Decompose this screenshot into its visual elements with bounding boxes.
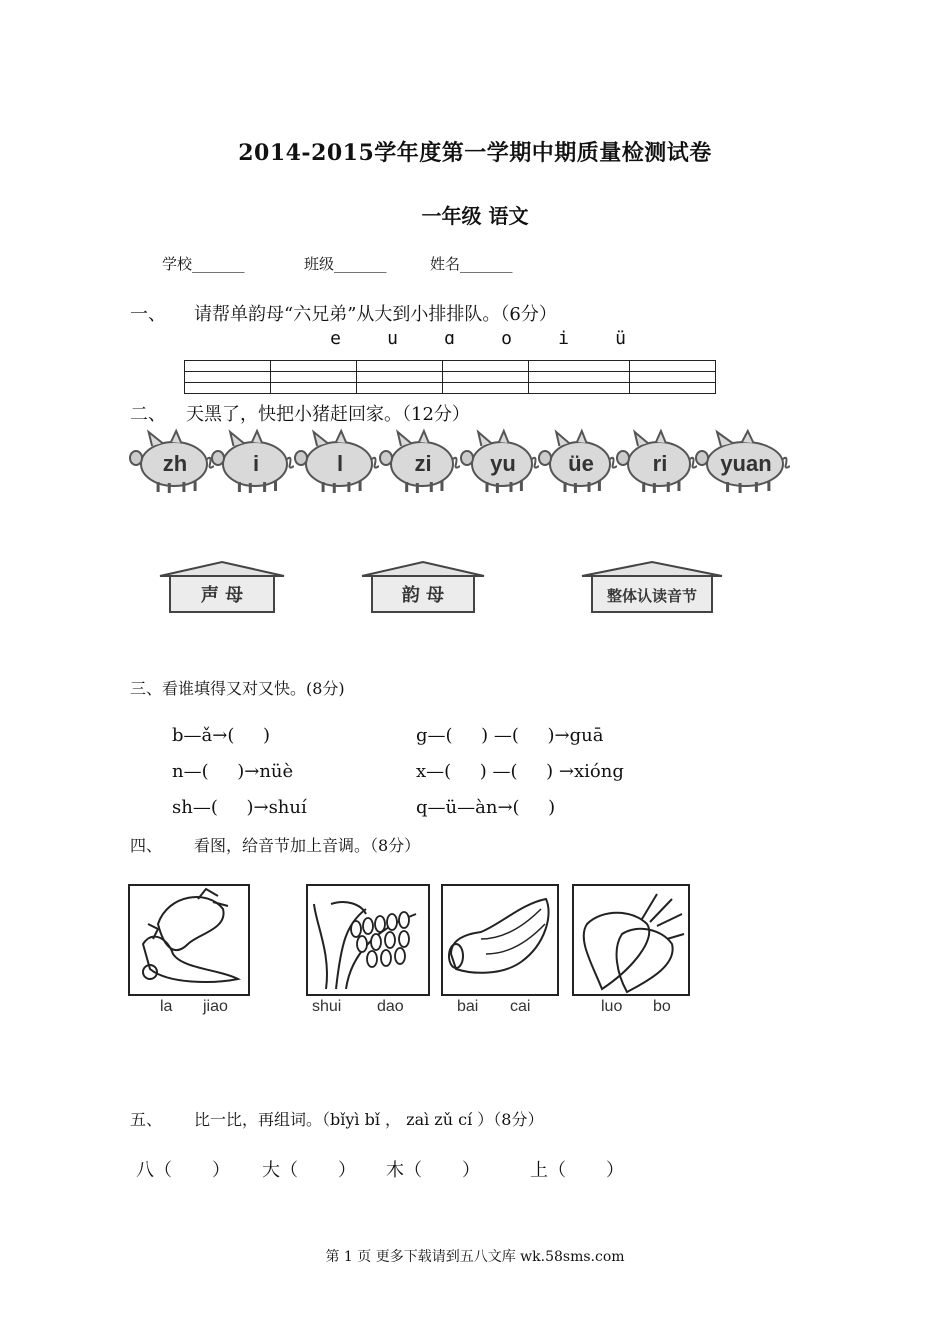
syllable-label: shui <box>312 998 342 1015</box>
vowel-item: i <box>558 328 569 349</box>
grid-cell[interactable] <box>185 383 271 394</box>
grid-cell[interactable] <box>271 361 357 372</box>
pig-card[interactable] <box>128 428 214 496</box>
pig-card[interactable] <box>615 428 697 496</box>
grid-cell[interactable] <box>529 383 630 394</box>
q4-text: 看图，给音节加上音调。（8分） <box>194 836 421 855</box>
exam-title: 2014-2015学年度第一学期中期质量检测试卷 <box>238 140 712 166</box>
answer-grid <box>184 360 716 394</box>
pig-label: üe <box>568 451 594 476</box>
q1-text: 请帮单韵母“六兄弟”从大到小排排队。（6分） <box>194 304 557 325</box>
fill-item: sh—( )→shuí <box>172 797 307 818</box>
name-field: 姓名_______ <box>430 255 513 273</box>
q2-text: 天黑了，快把小猪赶回家。（12分） <box>186 404 470 425</box>
vowel-item: u <box>387 328 398 349</box>
q4-label: 四、 <box>130 836 163 855</box>
school-field: 学校_______ <box>162 255 245 273</box>
grid-cell[interactable] <box>357 372 443 383</box>
house-card[interactable] <box>580 560 724 620</box>
grid-cell[interactable] <box>357 383 443 394</box>
pig-label: zi <box>414 451 432 476</box>
house-card[interactable] <box>158 560 286 620</box>
pig-card[interactable] <box>694 428 790 496</box>
grid-cell[interactable] <box>271 383 357 394</box>
pig-label: yu <box>490 451 516 476</box>
cabbage-icon <box>441 884 559 996</box>
word-item: 八（ ） <box>136 1160 231 1181</box>
grid-cell[interactable] <box>529 372 630 383</box>
syllable-label: bo <box>653 998 671 1015</box>
exam-subtitle: 一年级 语文 <box>421 204 529 228</box>
vowel-item: ɑ <box>444 328 455 349</box>
syllable-label: cai <box>510 998 531 1015</box>
q5-label: 五、 <box>130 1110 163 1129</box>
vowel-item: e <box>330 328 341 349</box>
grid-cell[interactable] <box>443 383 529 394</box>
house-label: 韵 母 <box>401 585 445 606</box>
syllable-label: la <box>160 998 173 1015</box>
syllable-label: dao <box>377 998 404 1015</box>
house-label: 声 母 <box>200 585 244 606</box>
pig-label: zh <box>162 451 188 476</box>
rice-plant-icon <box>306 884 430 996</box>
class-field: 班级_______ <box>304 255 387 273</box>
fill-item: b—ǎ→( ) <box>172 725 270 746</box>
grid-cell[interactable] <box>443 361 529 372</box>
vowel-list <box>307 328 649 349</box>
pig-label: yuan <box>720 451 772 476</box>
vowel-item: o <box>501 328 512 349</box>
fill-item: n—( )→nüè <box>172 761 294 782</box>
grid-cell[interactable] <box>357 361 443 372</box>
grid-cell[interactable] <box>271 372 357 383</box>
grid-cell[interactable] <box>630 383 716 394</box>
grid-cell[interactable] <box>443 372 529 383</box>
house-card[interactable] <box>360 560 486 620</box>
pig-card[interactable] <box>378 428 460 496</box>
pig-label: i <box>252 451 260 476</box>
grid-cell[interactable] <box>630 361 716 372</box>
pig-label: l <box>336 451 344 476</box>
q1-label: 一、 <box>130 304 166 325</box>
chili-pepper-icon <box>128 884 250 996</box>
pig-card[interactable] <box>459 428 539 496</box>
q5-text: 比一比，再组词。（bǐyì bǐ ， zaì zǔ cí ）（8分） <box>194 1110 544 1129</box>
grid-cell[interactable] <box>529 361 630 372</box>
vowel-item: ü <box>615 328 626 349</box>
fill-item: q—ü—àn→( ) <box>416 797 556 818</box>
syllable-label: bai <box>457 998 479 1015</box>
q2-label: 二、 <box>130 404 166 425</box>
word-item: 上（ ） <box>530 1160 625 1181</box>
house-label: 整体认读音节 <box>606 587 698 605</box>
pig-label: ri <box>652 451 668 476</box>
q3-text: 三、看谁填得又对又快。(8分) <box>130 679 345 698</box>
pig-card[interactable] <box>293 428 379 496</box>
grid-cell[interactable] <box>185 361 271 372</box>
fill-item: x—( ) —( ) →xióng <box>416 761 624 782</box>
page-footer: 第 1 页 更多下载请到五八文库 wk.58sms.com <box>325 1249 625 1265</box>
syllable-label: jiao <box>203 998 228 1015</box>
grid-cell[interactable] <box>185 372 271 383</box>
pig-card[interactable] <box>537 428 617 496</box>
grid-cell[interactable] <box>630 372 716 383</box>
radish-icon <box>572 884 690 996</box>
syllable-label: luo <box>601 998 623 1015</box>
pig-card[interactable] <box>210 428 294 496</box>
word-item: 大（ ） <box>262 1160 357 1181</box>
fill-item: g—( ) —( )→guā <box>416 725 604 746</box>
word-item: 木（ ） <box>386 1160 481 1181</box>
